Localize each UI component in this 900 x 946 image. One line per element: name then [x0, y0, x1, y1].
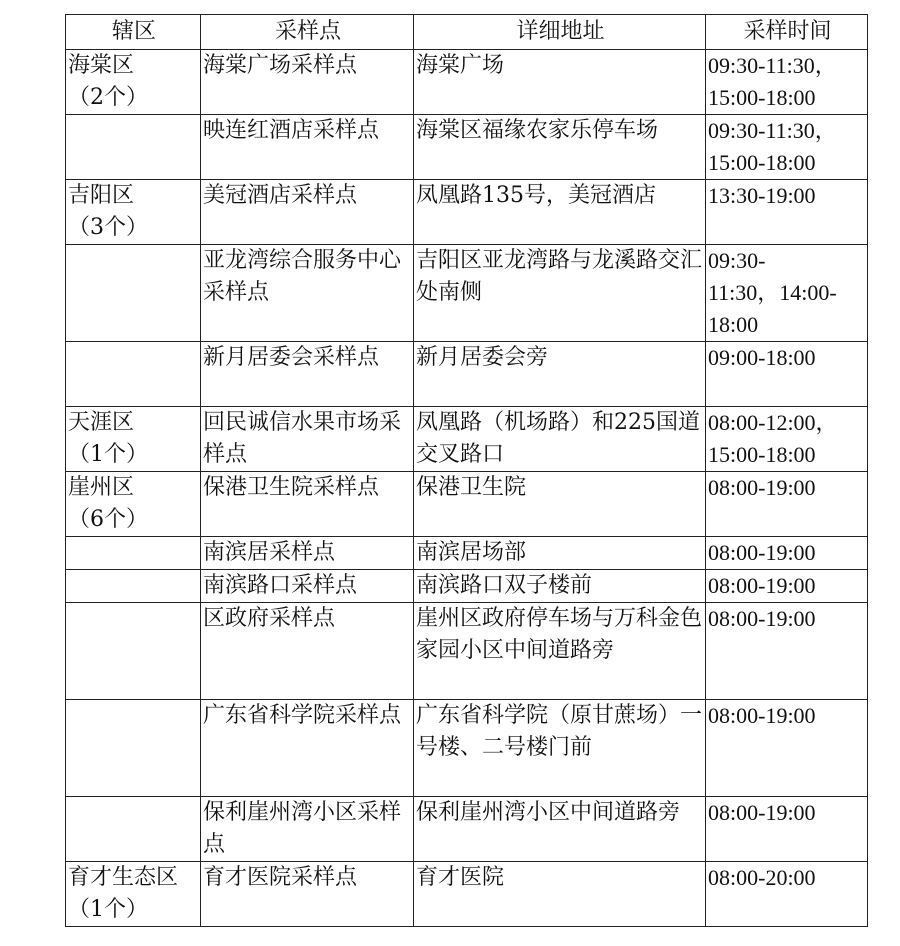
district-cell: 天涯区 （1个） [66, 407, 201, 472]
site-cell: 南滨路口采样点 [201, 570, 414, 603]
district-cell [66, 797, 201, 862]
district-cell [66, 700, 201, 797]
site-cell: 保利崖州湾小区采样点 [201, 797, 414, 862]
table-row [66, 570, 868, 603]
district-cell [66, 342, 201, 407]
address-cell: 保港卫生院 [414, 472, 706, 537]
time-cell: 08:00-19:00 [706, 472, 868, 537]
table-row [66, 700, 868, 797]
sampling-sites-table [65, 14, 868, 927]
table-row [66, 407, 868, 472]
time-cell: 09:00-18:00 [706, 342, 868, 407]
address-cell: 吉阳区亚龙湾路与龙溪路交汇处南侧 [414, 245, 706, 342]
site-cell: 映连红酒店采样点 [201, 115, 414, 180]
address-cell: 海棠广场 [414, 50, 706, 115]
address-cell: 崖州区政府停车场与万科金色家园小区中间道路旁 [414, 603, 706, 700]
table-row [66, 862, 868, 927]
site-cell: 回民诚信水果市场采样点 [201, 407, 414, 472]
time-cell: 09:30- 11:30，14:00- 18:00 [706, 245, 868, 342]
district-cell: 吉阳区 （3个） [66, 180, 201, 245]
time-cell: 08:00-19:00 [706, 603, 868, 700]
district-cell: 海棠区 （2个） [66, 50, 201, 115]
header-time: 采样时间 [706, 15, 868, 50]
address-cell: 保利崖州湾小区中间道路旁 [414, 797, 706, 862]
site-cell: 区政府采样点 [201, 603, 414, 700]
district-cell [66, 537, 201, 570]
table-row [66, 180, 868, 245]
time-cell: 09:30-11:30， 15:00-18:00 [706, 50, 868, 115]
site-cell: 美冠酒店采样点 [201, 180, 414, 245]
address-cell: 新月居委会旁 [414, 342, 706, 407]
table-row [66, 245, 868, 342]
district-cell [66, 570, 201, 603]
table-header-row [66, 15, 868, 50]
header-district: 辖区 [66, 15, 201, 50]
time-cell: 08:00-20:00 [706, 862, 868, 927]
time-cell: 08:00-19:00 [706, 700, 868, 797]
site-cell: 新月居委会采样点 [201, 342, 414, 407]
address-cell: 南滨路口双子楼前 [414, 570, 706, 603]
time-cell: 08:00-19:00 [706, 537, 868, 570]
site-cell: 海棠广场采样点 [201, 50, 414, 115]
district-cell: 育才生态区（1个） [66, 862, 201, 927]
district-cell: 崖州区 （6个） [66, 472, 201, 537]
table-row [66, 603, 868, 700]
district-cell [66, 603, 201, 700]
district-cell [66, 115, 201, 180]
site-cell: 保港卫生院采样点 [201, 472, 414, 537]
site-cell: 育才医院采样点 [201, 862, 414, 927]
time-cell: 09:30-11:30， 15:00-18:00 [706, 115, 868, 180]
site-cell: 亚龙湾综合服务中心采样点 [201, 245, 414, 342]
address-cell: 育才医院 [414, 862, 706, 927]
address-cell: 凤凰路（机场路）和225国道交叉路口 [414, 407, 706, 472]
site-cell: 广东省科学院采样点 [201, 700, 414, 797]
time-cell: 13:30-19:00 [706, 180, 868, 245]
address-cell: 海棠区福缘农家乐停车场 [414, 115, 706, 180]
time-cell: 08:00-12:00， 15:00-18:00 [706, 407, 868, 472]
header-address: 详细地址 [414, 15, 706, 50]
address-cell: 广东省科学院（原甘蔗场）一号楼、二号楼门前 [414, 700, 706, 797]
header-site: 采样点 [201, 15, 414, 50]
address-cell: 凤凰路135号，美冠酒店 [414, 180, 706, 245]
table-row [66, 50, 868, 115]
time-cell: 08:00-19:00 [706, 797, 868, 862]
table-row [66, 115, 868, 180]
site-cell: 南滨居采样点 [201, 537, 414, 570]
table-row [66, 797, 868, 862]
district-cell [66, 245, 201, 342]
table-row [66, 342, 868, 407]
table-row [66, 537, 868, 570]
table-row [66, 472, 868, 537]
address-cell: 南滨居场部 [414, 537, 706, 570]
time-cell: 08:00-19:00 [706, 570, 868, 603]
